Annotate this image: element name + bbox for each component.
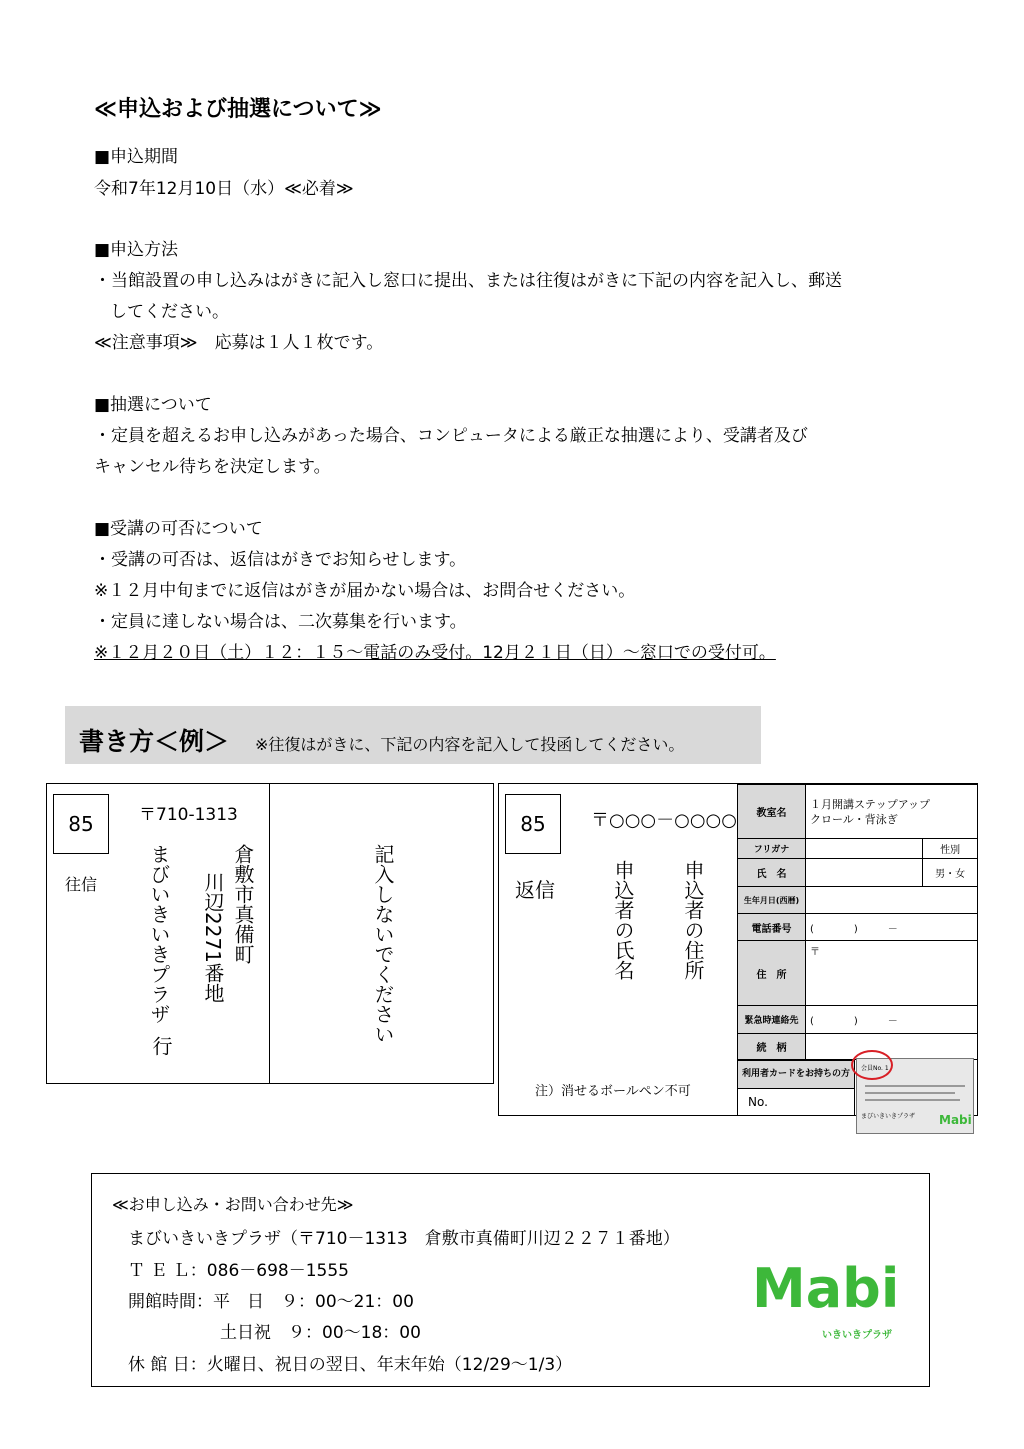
page-title: ≪申込および抽選について≫ <box>94 97 382 122</box>
banner-subtitle: ※往復はがきに、下記の内容を記入して投函してください。 <box>255 735 685 754</box>
sex-value[interactable]: 男・女 <box>923 859 978 887</box>
highlight-circle-icon <box>851 1050 893 1080</box>
relation-label: 続 柄 <box>738 1034 806 1060</box>
address-field[interactable]: 〒 <box>806 941 978 1006</box>
emergency-label: 緊急時連絡先 <box>738 1006 806 1034</box>
outgoing-label: 往信 <box>65 875 98 894</box>
contact-box <box>91 1173 930 1387</box>
card-number-field[interactable]: No. <box>748 1095 768 1109</box>
method-text-cont: してください。 <box>110 302 229 322</box>
card-line <box>865 1099 960 1101</box>
birth-label: 生年月日(西暦) <box>738 887 806 914</box>
banner-title: 書き方＜例＞ <box>79 727 230 756</box>
outgoing-address-2: 川辺2271番地 <box>201 872 225 1003</box>
method-text: ・当館設置の申し込みはがきに記入し窓口に提出、または往復はがきに下記の内容を記入し、郵送 <box>94 271 842 291</box>
result-heading: ■受講の可否について <box>94 519 263 539</box>
application-form <box>737 784 978 1060</box>
postcard-divider <box>269 784 270 1083</box>
card-facility-name: まびいきいきプラザ <box>861 1113 916 1120</box>
result-text-4: ※１２月２０日（土）１２：１５～電話のみ受付。12月２１日（日）～窓口での受付可。 <box>94 643 776 663</box>
card-line <box>865 1085 965 1087</box>
class-value-line1: １月開講ステップアップ <box>810 797 931 811</box>
pen-note: 注）消せるボールペン不可 <box>535 1084 691 1099</box>
phone-label: 電話番号 <box>738 914 806 941</box>
relation-field[interactable] <box>806 1034 978 1060</box>
reply-stamp-box: 85 <box>505 794 561 854</box>
contact-hours-weekend: 土日祝 ９：00～18：00 <box>220 1323 421 1343</box>
lottery-text-cont: キャンセル待ちを決定します。 <box>94 457 331 477</box>
class-value <box>806 785 978 839</box>
period-heading: ■申込期間 <box>94 147 179 167</box>
kana-label: フリガナ <box>738 839 806 859</box>
applicant-address: 申込者の住所 <box>681 860 705 980</box>
contact-name: まびいきいきプラザ（〒710－1313 倉敷市真備町川辺２２７１番地） <box>128 1229 680 1249</box>
contact-tel: Ｔ Ｅ Ｌ：086－698－1555 <box>128 1261 349 1281</box>
mabi-logo: Mabi <box>752 1257 900 1320</box>
method-note: ≪注意事項≫ 応募は１人１枚です。 <box>94 333 384 353</box>
period-text: 令和7年12月10日（水）≪必着≫ <box>94 179 354 199</box>
lottery-text: ・定員を超えるお申し込みがあった場合、コンピュータによる厳正な抽選により、受講者及び <box>94 426 808 446</box>
class-value-line2: クロール・背泳ぎ <box>810 812 898 826</box>
card-holder-label: 利用者カードをお持ちの方 <box>738 1061 854 1089</box>
outgoing-postcard <box>46 783 494 1084</box>
birth-field[interactable] <box>806 887 978 914</box>
reply-zip: 〒○○○－○○○○ <box>591 810 737 831</box>
outgoing-honorific: 行 <box>149 1036 173 1056</box>
kana-field[interactable] <box>806 839 923 859</box>
result-text-3: ・定員に達しない場合は、二次募集を行います。 <box>94 612 467 632</box>
class-label: 教室名 <box>738 785 806 839</box>
reply-label: 返信 <box>515 878 555 902</box>
emergency-field[interactable]: ( ) － <box>806 1006 978 1034</box>
outgoing-zip: 〒710-1313 <box>139 805 238 825</box>
contact-closed: 休 館 日：火曜日、祝日の翌日、年末年始（12/29～1/3） <box>128 1355 573 1375</box>
name-field[interactable] <box>806 859 923 887</box>
phone-field[interactable]: ( ) － <box>806 914 978 941</box>
applicant-name: 申込者の氏名 <box>611 860 635 980</box>
method-heading: ■申込方法 <box>94 240 179 260</box>
do-not-write-note: 記入しないでください <box>371 844 395 1044</box>
example-banner <box>65 706 761 764</box>
address-label: 住 所 <box>738 941 806 1006</box>
mabi-logo-subtitle: いきいきプラザ <box>822 1330 892 1341</box>
outgoing-recipient: まびいきいきプラザ <box>147 844 171 1024</box>
sex-label: 性別 <box>923 839 978 859</box>
lottery-heading: ■抽選について <box>94 395 212 415</box>
card-logo: Mabi <box>939 1113 972 1127</box>
card-holder-box <box>737 1060 855 1116</box>
member-number: 会員No. 1 <box>861 1065 889 1072</box>
contact-hours-weekday: 開館時間：平 日 ９：00～21：00 <box>128 1292 414 1312</box>
stamp-box: 85 <box>53 794 109 854</box>
result-text-2: ※１２月中旬までに返信はがきが届かない場合は、お問合せください。 <box>94 581 636 601</box>
card-line <box>865 1092 955 1094</box>
result-text-1: ・受講の可否は、返信はがきでお知らせします。 <box>94 550 467 570</box>
outgoing-address: 倉敷市真備町 <box>231 844 255 964</box>
name-label: 氏 名 <box>738 859 806 887</box>
contact-heading: ≪お申し込み・お問い合わせ先≫ <box>112 1195 354 1214</box>
